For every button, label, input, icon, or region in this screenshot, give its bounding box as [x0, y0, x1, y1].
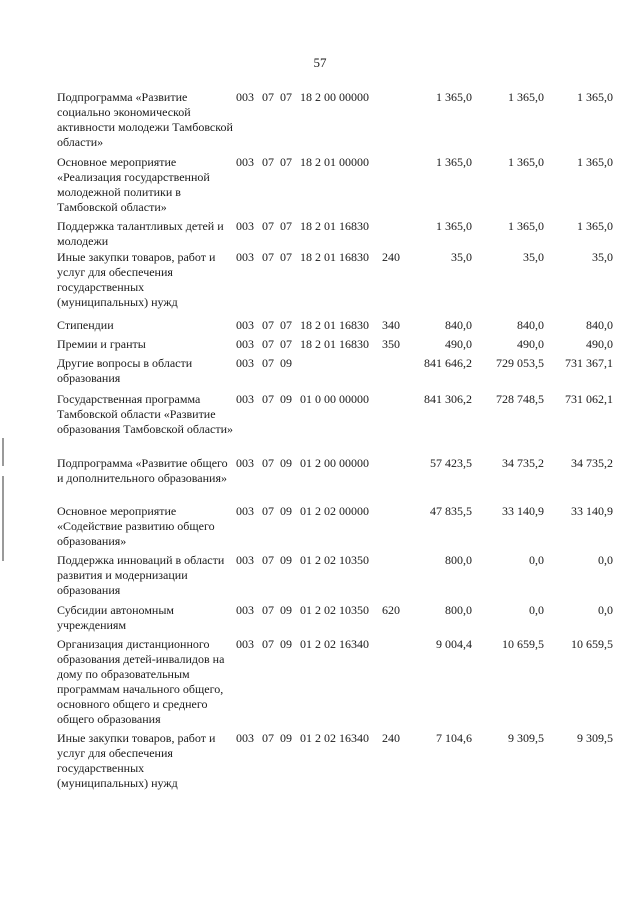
- row-target-code: 18 2 01 16830: [300, 337, 369, 351]
- row-value-year-2: 729 053,5: [496, 356, 544, 370]
- row-name: Поддержка талантливых детей и молодежи: [57, 219, 224, 248]
- row-value-year-2: 840,0: [517, 318, 544, 332]
- row-expense-type-code: 350: [382, 337, 400, 351]
- row-value-year-3: 731 062,1: [565, 392, 613, 406]
- row-section-code: 07: [262, 250, 274, 264]
- row-value-year-3: 840,0: [586, 318, 613, 332]
- row-ved-code: 003: [236, 250, 254, 264]
- row-target-code: 18 2 01 00000: [300, 155, 369, 169]
- row-value-year-2: 10 659,5: [502, 637, 544, 651]
- row-target-code: 18 2 01 16830: [300, 219, 369, 233]
- row-value-year-1: 9 004,4: [436, 637, 472, 651]
- row-target-code: 01 2 00 00000: [300, 456, 369, 470]
- row-expense-type-code: 340: [382, 318, 400, 332]
- row-section-code: 07: [262, 392, 274, 406]
- row-value-year-2: 34 735,2: [502, 456, 544, 470]
- row-subsection-code: 09: [280, 504, 292, 518]
- row-section-code: 07: [262, 504, 274, 518]
- row-section-code: 07: [262, 456, 274, 470]
- row-value-year-1: 1 365,0: [436, 219, 472, 233]
- row-value-year-2: 35,0: [523, 250, 544, 264]
- row-value-year-2: 1 365,0: [508, 90, 544, 104]
- row-ved-code: 003: [236, 731, 254, 745]
- row-value-year-3: 35,0: [592, 250, 613, 264]
- row-value-year-2: 0,0: [529, 553, 544, 567]
- row-value-year-1: 7 104,6: [436, 731, 472, 745]
- row-ved-code: 003: [236, 90, 254, 104]
- row-subsection-code: 07: [280, 318, 292, 332]
- row-section-code: 07: [262, 553, 274, 567]
- row-name: Иные закупки товаров, работ и услуг для обеспечения государственных (муниципальных) нужд: [57, 250, 216, 309]
- row-value-year-1: 57 423,5: [430, 456, 472, 470]
- row-value-year-3: 490,0: [586, 337, 613, 351]
- row-ved-code: 003: [236, 553, 254, 567]
- row-ved-code: 003: [236, 155, 254, 169]
- row-ved-code: 003: [236, 603, 254, 617]
- row-value-year-3: 731 367,1: [565, 356, 613, 370]
- row-subsection-code: 07: [280, 219, 292, 233]
- row-value-year-3: 34 735,2: [571, 456, 613, 470]
- row-name: Иные закупки товаров, работ и услуг для обеспечения государственных (муниципальных) нужд: [57, 731, 216, 790]
- row-expense-type-code: 240: [382, 731, 400, 745]
- row-name: Поддержка инноваций в области развития и модернизации образования: [57, 553, 225, 597]
- row-ved-code: 003: [236, 504, 254, 518]
- row-subsection-code: 07: [280, 337, 292, 351]
- row-section-code: 07: [262, 337, 274, 351]
- row-target-code: 18 2 01 16830: [300, 250, 369, 264]
- row-ved-code: 003: [236, 637, 254, 651]
- row-section-code: 07: [262, 318, 274, 332]
- row-section-code: 07: [262, 155, 274, 169]
- row-subsection-code: 07: [280, 250, 292, 264]
- row-ved-code: 003: [236, 356, 254, 370]
- row-name: Премии и гранты: [57, 337, 146, 351]
- row-expense-type-code: 240: [382, 250, 400, 264]
- row-name: Стипендии: [57, 318, 114, 332]
- row-subsection-code: 09: [280, 553, 292, 567]
- row-target-code: 01 2 02 10350: [300, 553, 369, 567]
- row-value-year-2: 33 140,9: [502, 504, 544, 518]
- row-value-year-3: 1 365,0: [577, 155, 613, 169]
- row-name: Государственная программа Тамбовской области «Развитие образования Тамбовской области»: [57, 392, 234, 436]
- row-section-code: 07: [262, 90, 274, 104]
- row-target-code: 01 2 02 16340: [300, 637, 369, 651]
- row-value-year-3: 1 365,0: [577, 90, 613, 104]
- row-value-year-2: 1 365,0: [508, 155, 544, 169]
- row-subsection-code: 09: [280, 356, 292, 370]
- row-value-year-1: 841 306,2: [424, 392, 472, 406]
- row-target-code: 01 2 02 16340: [300, 731, 369, 745]
- row-section-code: 07: [262, 731, 274, 745]
- row-value-year-1: 35,0: [451, 250, 472, 264]
- row-ved-code: 003: [236, 219, 254, 233]
- row-ved-code: 003: [236, 337, 254, 351]
- row-value-year-3: 33 140,9: [571, 504, 613, 518]
- row-value-year-3: 9 309,5: [577, 731, 613, 745]
- row-name: Подпрограмма «Развитие общего и дополнительного образования»: [57, 456, 228, 485]
- row-value-year-1: 841 646,2: [424, 356, 472, 370]
- row-section-code: 07: [262, 603, 274, 617]
- row-name: Организация дистанционного образования детей-инвалидов на дому по образовательным программам начального общего, основного общего и среднего общего образования: [57, 637, 225, 726]
- row-value-year-2: 728 748,5: [496, 392, 544, 406]
- row-section-code: 07: [262, 356, 274, 370]
- page-number: 57: [313, 55, 327, 70]
- row-section-code: 07: [262, 637, 274, 651]
- row-value-year-1: 1 365,0: [436, 155, 472, 169]
- row-name: Основное мероприятие «Реализация государственной молодежной политики в Тамбовской области»: [57, 155, 210, 214]
- row-subsection-code: 07: [280, 90, 292, 104]
- row-value-year-3: 0,0: [598, 603, 613, 617]
- row-subsection-code: 09: [280, 456, 292, 470]
- row-subsection-code: 09: [280, 603, 292, 617]
- row-target-code: 18 2 00 00000: [300, 90, 369, 104]
- row-value-year-1: 1 365,0: [436, 90, 472, 104]
- row-name: Основное мероприятие «Содействие развитию общего образования»: [57, 504, 215, 548]
- row-value-year-2: 490,0: [517, 337, 544, 351]
- row-name: Субсидии автономным учреждениям: [57, 603, 174, 632]
- row-value-year-1: 47 835,5: [430, 504, 472, 518]
- row-name: Другие вопросы в области образования: [57, 356, 193, 385]
- row-value-year-3: 10 659,5: [571, 637, 613, 651]
- row-value-year-1: 800,0: [445, 553, 472, 567]
- row-name: Подпрограмма «Развитие социально экономической активности молодежи Тамбовской области»: [57, 90, 233, 149]
- row-subsection-code: 07: [280, 155, 292, 169]
- row-target-code: 01 2 02 10350: [300, 603, 369, 617]
- row-target-code: 18 2 01 16830: [300, 318, 369, 332]
- row-target-code: 01 2 02 00000: [300, 504, 369, 518]
- row-value-year-1: 800,0: [445, 603, 472, 617]
- row-value-year-3: 0,0: [598, 553, 613, 567]
- row-subsection-code: 09: [280, 637, 292, 651]
- row-ved-code: 003: [236, 392, 254, 406]
- row-value-year-2: 9 309,5: [508, 731, 544, 745]
- row-value-year-2: 1 365,0: [508, 219, 544, 233]
- row-value-year-3: 1 365,0: [577, 219, 613, 233]
- row-value-year-1: 490,0: [445, 337, 472, 351]
- row-ved-code: 003: [236, 456, 254, 470]
- row-target-code: 01 0 00 00000: [300, 392, 369, 406]
- row-value-year-2: 0,0: [529, 603, 544, 617]
- row-subsection-code: 09: [280, 392, 292, 406]
- row-subsection-code: 09: [280, 731, 292, 745]
- row-ved-code: 003: [236, 318, 254, 332]
- row-section-code: 07: [262, 219, 274, 233]
- scan-margin-mark: [2, 476, 4, 561]
- scan-margin-mark: [2, 438, 4, 466]
- row-value-year-1: 840,0: [445, 318, 472, 332]
- row-expense-type-code: 620: [382, 603, 400, 617]
